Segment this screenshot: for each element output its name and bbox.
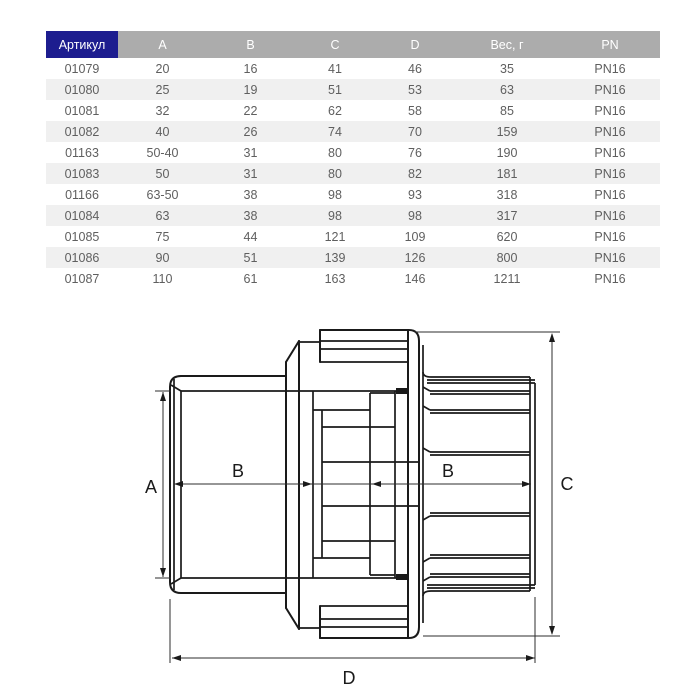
cell: 01085 xyxy=(46,226,118,247)
table-row xyxy=(46,205,660,226)
cell: 25 xyxy=(118,79,207,100)
cell: 50 xyxy=(118,163,207,184)
cell: 317 xyxy=(454,205,560,226)
cell: PN16 xyxy=(560,121,660,142)
cell: 01087 xyxy=(46,268,118,289)
col-header-3: C xyxy=(294,31,376,58)
cell: 01083 xyxy=(46,163,118,184)
table-header-row xyxy=(46,31,660,58)
cell: 190 xyxy=(454,142,560,163)
cell: 26 xyxy=(207,121,294,142)
cell: 01166 xyxy=(46,184,118,205)
cell: 01081 xyxy=(46,100,118,121)
cell: 53 xyxy=(376,79,454,100)
dim-label-b-right: B xyxy=(441,461,455,481)
table-row xyxy=(46,163,660,184)
socket-body xyxy=(170,341,408,629)
cell: 110 xyxy=(118,268,207,289)
col-header-5: Вес, г xyxy=(454,31,560,58)
dim-label-b-left: B xyxy=(231,461,245,481)
cell: 109 xyxy=(376,226,454,247)
col-header-2: B xyxy=(207,31,294,58)
cell: 01079 xyxy=(46,58,118,79)
cell: 85 xyxy=(454,100,560,121)
cell: 31 xyxy=(207,142,294,163)
cell: 163 xyxy=(294,268,376,289)
dim-label-c: C xyxy=(560,474,574,494)
cell: 19 xyxy=(207,79,294,100)
cell: PN16 xyxy=(560,100,660,121)
cell: 90 xyxy=(118,247,207,268)
dimension-b xyxy=(174,461,531,487)
table-row xyxy=(46,121,660,142)
cell: 01163 xyxy=(46,142,118,163)
cell: PN16 xyxy=(560,142,660,163)
cell: 44 xyxy=(207,226,294,247)
cell: 139 xyxy=(294,247,376,268)
cell: 41 xyxy=(294,58,376,79)
cell: 63 xyxy=(118,205,207,226)
cell: 63 xyxy=(454,79,560,100)
table-row xyxy=(46,184,660,205)
fitting-technical-drawing xyxy=(0,300,700,700)
cell: 121 xyxy=(294,226,376,247)
cell: 61 xyxy=(207,268,294,289)
cell: PN16 xyxy=(560,58,660,79)
col-header-0: Артикул xyxy=(46,31,118,58)
cell: 20 xyxy=(118,58,207,79)
table-row xyxy=(46,79,660,100)
dimension-d xyxy=(170,597,535,688)
cell: 63-50 xyxy=(118,184,207,205)
cell: 76 xyxy=(376,142,454,163)
cell: PN16 xyxy=(560,79,660,100)
product-spec-table xyxy=(46,31,660,289)
cell: 98 xyxy=(294,184,376,205)
cell: 32 xyxy=(118,100,207,121)
cell: 74 xyxy=(294,121,376,142)
cell: 93 xyxy=(376,184,454,205)
cell: 82 xyxy=(376,163,454,184)
col-header-6: PN xyxy=(560,31,660,58)
cell: 51 xyxy=(294,79,376,100)
cell: 1211 xyxy=(454,268,560,289)
dimension-a xyxy=(145,391,171,578)
table-row xyxy=(46,142,660,163)
cell: PN16 xyxy=(560,247,660,268)
cell: PN16 xyxy=(560,163,660,184)
dim-label-d: D xyxy=(342,668,356,688)
cell: 01082 xyxy=(46,121,118,142)
cell: 80 xyxy=(294,163,376,184)
cell: 01086 xyxy=(46,247,118,268)
cell: PN16 xyxy=(560,268,660,289)
cell: 31 xyxy=(207,163,294,184)
table-body xyxy=(46,58,660,289)
col-header-1: A xyxy=(118,31,207,58)
cell: 01080 xyxy=(46,79,118,100)
cell: 181 xyxy=(454,163,560,184)
cell: 80 xyxy=(294,142,376,163)
table-row xyxy=(46,226,660,247)
cell: 126 xyxy=(376,247,454,268)
cell: 800 xyxy=(454,247,560,268)
table-row xyxy=(46,100,660,121)
cell: 16 xyxy=(207,58,294,79)
table-row xyxy=(46,268,660,289)
cell: 40 xyxy=(118,121,207,142)
cell: 38 xyxy=(207,184,294,205)
cell: 35 xyxy=(454,58,560,79)
cell: 70 xyxy=(376,121,454,142)
cell: PN16 xyxy=(560,205,660,226)
col-header-4: D xyxy=(376,31,454,58)
cell: 50-40 xyxy=(118,142,207,163)
cell: PN16 xyxy=(560,226,660,247)
cell: 98 xyxy=(294,205,376,226)
cell: 318 xyxy=(454,184,560,205)
cell: 75 xyxy=(118,226,207,247)
cell: 159 xyxy=(454,121,560,142)
cell: 46 xyxy=(376,58,454,79)
table-row xyxy=(46,58,660,79)
cell: 146 xyxy=(376,268,454,289)
cell: PN16 xyxy=(560,184,660,205)
cell: 620 xyxy=(454,226,560,247)
cell: 98 xyxy=(376,205,454,226)
table-row xyxy=(46,247,660,268)
cell: 38 xyxy=(207,205,294,226)
cell: 22 xyxy=(207,100,294,121)
cell: 58 xyxy=(376,100,454,121)
cell: 62 xyxy=(294,100,376,121)
table-header xyxy=(46,31,660,58)
cell: 01084 xyxy=(46,205,118,226)
dim-label-a: A xyxy=(144,477,158,497)
cell: 51 xyxy=(207,247,294,268)
